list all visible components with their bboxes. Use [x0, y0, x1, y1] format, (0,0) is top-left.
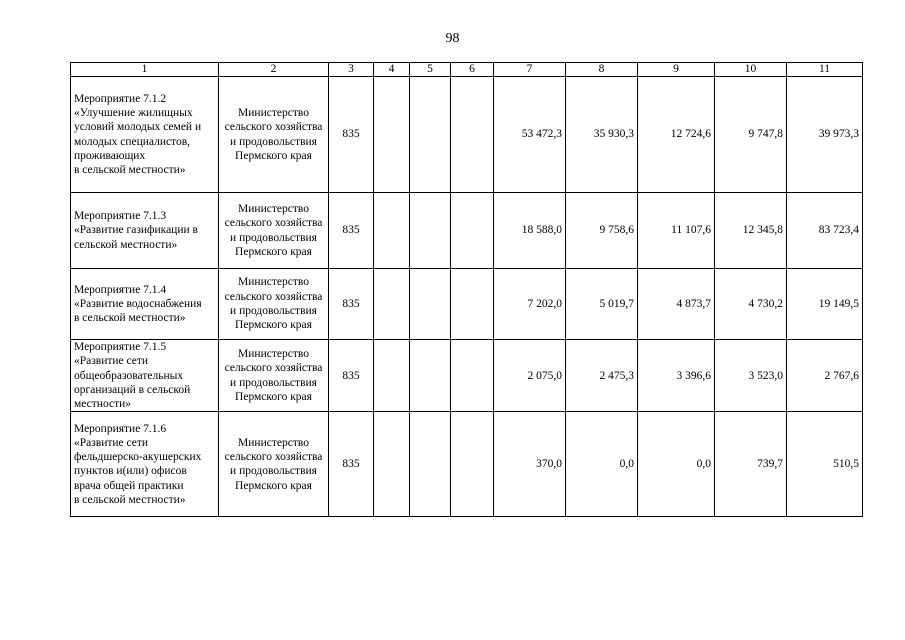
cell-col10: 9 747,8 — [715, 77, 787, 193]
budget-table — [70, 62, 863, 517]
cell-col9: 4 873,7 — [638, 269, 715, 340]
cell-col11: 2 767,6 — [787, 340, 863, 412]
column-header: 4 — [374, 63, 410, 77]
cell-col6 — [451, 193, 494, 269]
activity-name: Мероприятие 7.1.6 «Развитие сети фельдшерско-акушерских пунктов и(или) офисов врача общей практики в сельской местности» — [71, 412, 219, 517]
cell-col6 — [451, 340, 494, 412]
cell-col11: 19 149,5 — [787, 269, 863, 340]
cell-col8: 0,0 — [566, 412, 638, 517]
cell-col8: 2 475,3 — [566, 340, 638, 412]
cell-col4 — [374, 269, 410, 340]
column-header: 9 — [638, 63, 715, 77]
column-header: 3 — [329, 63, 374, 77]
cell-col4 — [374, 77, 410, 193]
cell-col8: 5 019,7 — [566, 269, 638, 340]
table-row — [71, 412, 863, 517]
cell-col5 — [410, 269, 451, 340]
cell-col8: 9 758,6 — [566, 193, 638, 269]
cell-col9: 0,0 — [638, 412, 715, 517]
cell-col9: 3 396,6 — [638, 340, 715, 412]
column-header: 10 — [715, 63, 787, 77]
table-row — [71, 269, 863, 340]
cell-col7: 370,0 — [494, 412, 566, 517]
cell-col11: 39 973,3 — [787, 77, 863, 193]
budget-code: 835 — [329, 193, 374, 269]
column-header: 5 — [410, 63, 451, 77]
cell-col5 — [410, 340, 451, 412]
responsible-ministry: Министерство сельского хозяйства и продовольствия Пермского края — [219, 77, 329, 193]
table-row — [71, 77, 863, 193]
budget-code: 835 — [329, 412, 374, 517]
cell-col6 — [451, 412, 494, 517]
cell-col8: 35 930,3 — [566, 77, 638, 193]
cell-col11: 510,5 — [787, 412, 863, 517]
column-header: 11 — [787, 63, 863, 77]
cell-col10: 739,7 — [715, 412, 787, 517]
page-number: 98 — [445, 31, 460, 46]
cell-col5 — [410, 193, 451, 269]
cell-col7: 18 588,0 — [494, 193, 566, 269]
cell-col4 — [374, 340, 410, 412]
cell-col10: 3 523,0 — [715, 340, 787, 412]
cell-col7: 7 202,0 — [494, 269, 566, 340]
cell-col6 — [451, 77, 494, 193]
column-number-row — [71, 63, 863, 77]
activity-name: Мероприятие 7.1.4 «Развитие водоснабжения в сельской местности» — [71, 269, 219, 340]
responsible-ministry: Министерство сельского хозяйства и продовольствия Пермского края — [219, 340, 329, 412]
budget-code: 835 — [329, 77, 374, 193]
cell-col9: 11 107,6 — [638, 193, 715, 269]
cell-col4 — [374, 193, 410, 269]
column-header: 1 — [71, 63, 219, 77]
cell-col7: 2 075,0 — [494, 340, 566, 412]
budget-code: 835 — [329, 269, 374, 340]
cell-col5 — [410, 412, 451, 517]
cell-col10: 12 345,8 — [715, 193, 787, 269]
activity-name: Мероприятие 7.1.5 «Развитие сети общеобразовательных организаций в сельской местности» — [71, 340, 219, 412]
cell-col10: 4 730,2 — [715, 269, 787, 340]
responsible-ministry: Министерство сельского хозяйства и продовольствия Пермского края — [219, 269, 329, 340]
cell-col5 — [410, 77, 451, 193]
column-header: 7 — [494, 63, 566, 77]
table-row — [71, 340, 863, 412]
activity-name: Мероприятие 7.1.2 «Улучшение жилищных условий молодых семей и молодых специалистов, проживающих в сельской местности» — [71, 77, 219, 193]
cell-col7: 53 472,3 — [494, 77, 566, 193]
cell-col4 — [374, 412, 410, 517]
responsible-ministry: Министерство сельского хозяйства и продовольствия Пермского края — [219, 193, 329, 269]
column-header: 8 — [566, 63, 638, 77]
column-header: 2 — [219, 63, 329, 77]
budget-code: 835 — [329, 340, 374, 412]
table-row — [71, 193, 863, 269]
activity-name: Мероприятие 7.1.3 «Развитие газификации в сельской местности» — [71, 193, 219, 269]
responsible-ministry: Министерство сельского хозяйства и продовольствия Пермского края — [219, 412, 329, 517]
cell-col11: 83 723,4 — [787, 193, 863, 269]
cell-col9: 12 724,6 — [638, 77, 715, 193]
cell-col6 — [451, 269, 494, 340]
column-header: 6 — [451, 63, 494, 77]
